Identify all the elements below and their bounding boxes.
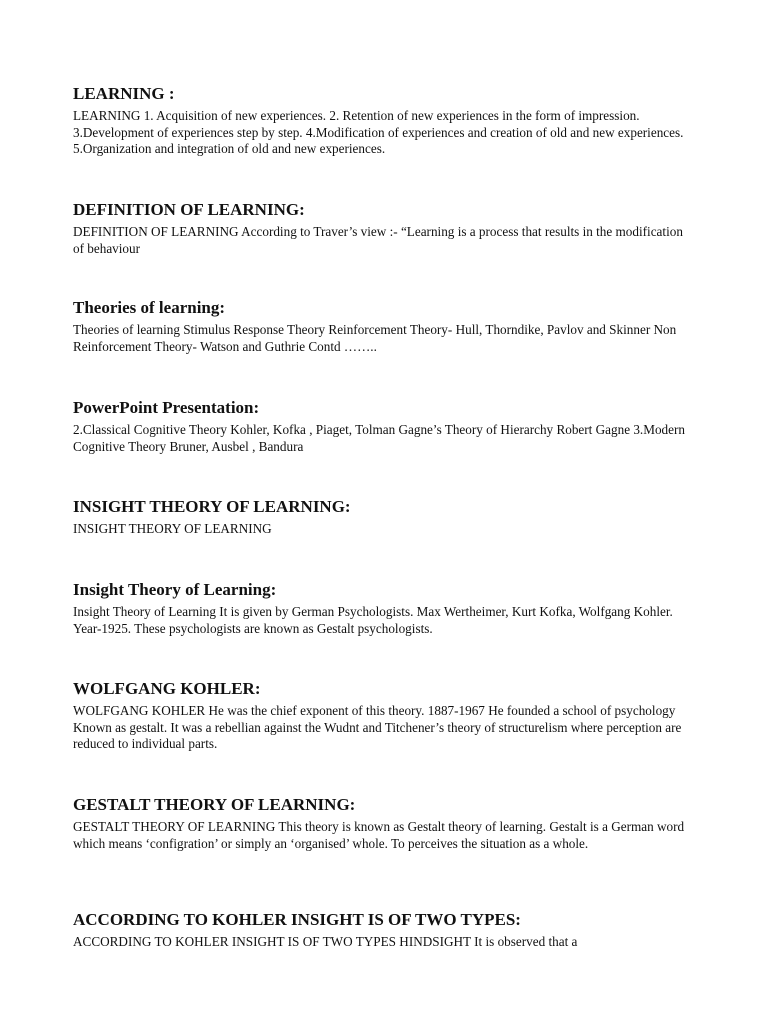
section-kohler-insight-types [73, 910, 695, 951]
section-heading: ACCORDING TO KOHLER INSIGHT IS OF TWO TYPES: [73, 910, 521, 929]
section-heading: WOLFGANG KOHLER: [73, 679, 261, 698]
section-wolfgang-kohler [73, 679, 695, 753]
section-body: LEARNING 1. Acquisition of new experiences. 2. Retention of new experiences in the form of impression. 3.Development of experiences step by step. 4.Modification of experiences and creation of old and new experiences. 5.Organization and integration of old and new experiences. [73, 108, 684, 157]
section-heading: INSIGHT THEORY OF LEARNING: [73, 497, 351, 516]
section-heading: PowerPoint Presentation: [73, 398, 260, 417]
section-gestalt-theory [73, 795, 695, 852]
section-body: Theories of learning Stimulus Response Theory Reinforcement Theory- Hull, Thorndike, Pavlov and Skinner Non Reinforcement Theory- Watson and Guthrie Contd …….. [73, 322, 677, 354]
section-heading: GESTALT THEORY OF LEARNING: [73, 795, 356, 814]
section-body: GESTALT THEORY OF LEARNING This theory is known as Gestalt theory of learning. Gestalt is a German word which means ‘configration’ or simply an ‘organised’ whole. To perceives the situation as a whole. [73, 819, 685, 851]
section-body: Insight Theory of Learning It is given by German Psychologists. Max Wertheimer, Kurt Kofka, Wolfgang Kohler. Year-1925. These psychologists are known as Gestalt psychologists. [73, 604, 673, 636]
section-body: WOLFGANG KOHLER He was the chief exponent of this theory. 1887-1967 He founded a school of psychology Known as gestalt. It was a rebellian against the Wudnt and Titchener’s theory of structurelism where perception are reduced to individual parts. [73, 703, 682, 752]
section-definition-of-learning [73, 200, 695, 257]
section-body: ACCORDING TO KOHLER INSIGHT IS OF TWO TYPES HINDSIGHT It is observed that a [73, 934, 578, 949]
section-body: 2.Classical Cognitive Theory Kohler, Kofka , Piaget, Tolman Gagne’s Theory of Hierarchy Robert Gagne 3.Modern Cognitive Theory Bruner, Ausbel , Bandura [73, 422, 685, 454]
section-insight-theory [73, 580, 695, 637]
section-body: DEFINITION OF LEARNING According to Traver’s view :- “Learning is a process that results in the modification of behaviour [73, 224, 683, 256]
section-theories-of-learning [73, 298, 695, 355]
section-heading: Insight Theory of Learning: [73, 580, 277, 599]
section-powerpoint-presentation [73, 398, 695, 455]
section-learning [73, 84, 695, 158]
section-heading: Theories of learning: [73, 298, 226, 317]
section-insight-theory-caps [73, 497, 695, 538]
section-body: INSIGHT THEORY OF LEARNING [73, 521, 272, 536]
section-heading: DEFINITION OF LEARNING: [73, 200, 305, 219]
section-heading: LEARNING : [73, 84, 175, 103]
